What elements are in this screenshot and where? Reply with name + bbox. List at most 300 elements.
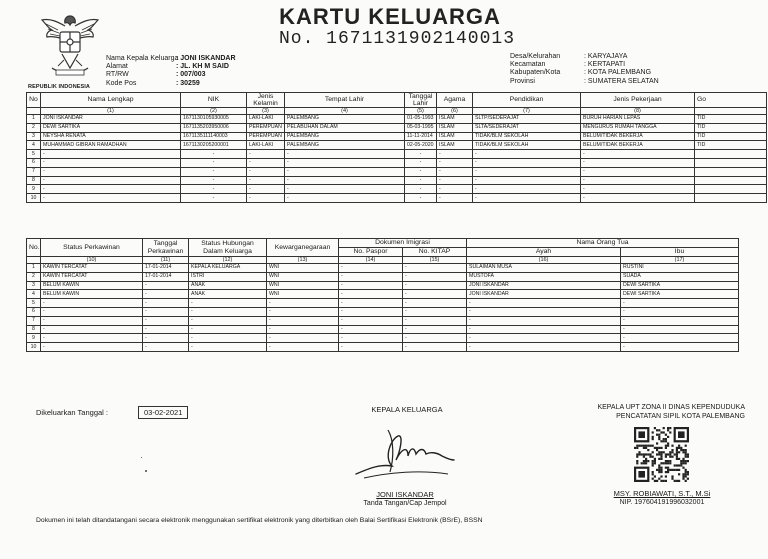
table-cell: - [41, 343, 143, 352]
table-cell: 10 [27, 194, 41, 203]
table-row [27, 272, 739, 281]
table-cell: - [267, 307, 339, 316]
table-cell: - [143, 290, 189, 299]
table-cell: - [247, 158, 285, 167]
table-cell: SUADA [621, 272, 739, 281]
table-cell: - [437, 185, 473, 194]
table-cell: - [403, 334, 467, 343]
column-number [695, 108, 767, 115]
table-row [27, 158, 767, 167]
table-cell: - [403, 272, 467, 281]
column-header: No. KITAP [403, 248, 467, 257]
column-number: (3) [247, 108, 285, 115]
table-cell: SLTP/SEDERAJAT [473, 115, 581, 124]
emblem-caption: REPUBLIK INDONESIA [28, 84, 90, 90]
table-cell: - [143, 299, 189, 308]
table-cell: 6 [27, 158, 41, 167]
table-cell: - [41, 299, 143, 308]
table-cell: - [403, 325, 467, 334]
table-cell: 4 [27, 141, 41, 150]
table-cell [695, 158, 767, 167]
column-number-row [27, 108, 767, 115]
table-cell: - [467, 307, 621, 316]
table-cell: - [285, 194, 405, 203]
column-number: (7) [473, 108, 581, 115]
table-cell: - [285, 185, 405, 194]
table-cell: 1671130105930005 [181, 115, 247, 124]
column-number: (12) [189, 257, 267, 264]
table-cell: PEREMPUAN [247, 132, 285, 141]
table-cell: 1 [27, 264, 41, 273]
household-info-right [510, 53, 659, 86]
table-cell: - [403, 281, 467, 290]
table-cell: - [473, 176, 581, 185]
table-cell: 1671135203950006 [181, 123, 247, 132]
table-cell: - [473, 158, 581, 167]
table-cell: - [267, 343, 339, 352]
table-cell: - [437, 167, 473, 176]
table-cell: - [189, 343, 267, 352]
table-cell: 05-03-1995 [405, 123, 437, 132]
table-cell: 2 [27, 272, 41, 281]
table-cell: - [581, 185, 695, 194]
table-cell: ANAK [189, 290, 267, 299]
household-info-row [106, 55, 236, 63]
table-cell: - [405, 158, 437, 167]
table-cell: DEWI SARTIKA [621, 281, 739, 290]
table-cell: 17-01-2014 [143, 272, 189, 281]
column-number: (4) [285, 108, 405, 115]
table-cell: 8 [27, 176, 41, 185]
table-cell: - [41, 194, 181, 203]
table-cell: - [621, 307, 739, 316]
column-header: Tanggal Perkawinan [143, 239, 189, 257]
document-title: KARTU KELUARGA [279, 4, 501, 29]
table-cell: BURUH HARIAN LEPAS [581, 115, 695, 124]
table-cell: TID [695, 115, 767, 124]
garuda-emblem-icon [38, 10, 102, 80]
table-cell: - [181, 167, 247, 176]
table-row [27, 264, 739, 273]
family-status-table [26, 238, 739, 352]
official-heading-line: KEPALA UPT ZONA II DINAS KEPENDUDUKA [597, 404, 745, 411]
table-cell: - [41, 325, 143, 334]
column-header: Ibu [621, 248, 739, 257]
table-cell: JONI ISKANDAR [467, 290, 621, 299]
table-cell: - [405, 185, 437, 194]
column-header: Status Hubungan Dalam Keluarga [189, 239, 267, 257]
table-cell: 6 [27, 307, 41, 316]
table-cell: - [581, 158, 695, 167]
table-cell: - [339, 299, 403, 308]
column-header: No. [27, 239, 41, 257]
column-number: (5) [405, 108, 437, 115]
info-label: Kecamatan [510, 61, 546, 69]
column-group-header: Nama Orang Tua [467, 239, 739, 248]
table-cell: 2 [27, 123, 41, 132]
table-cell: - [437, 150, 473, 159]
table-row [27, 185, 767, 194]
table-cell: TIDAK/BLM SEKOLAH [473, 141, 581, 150]
table-cell: - [473, 150, 581, 159]
table-row [27, 316, 739, 325]
table-row [27, 115, 767, 124]
table-cell: - [437, 194, 473, 203]
table-cell: - [181, 158, 247, 167]
speck-mark [145, 470, 147, 472]
official-nip: NIP. 197604191996032001 [619, 499, 705, 506]
signature-caption: Tanda Tangan/Cap Jempol [363, 500, 447, 507]
table-cell: WNI [267, 290, 339, 299]
table-cell: 1671135111140003 [181, 132, 247, 141]
info-value: : KARYAJAYA [584, 53, 628, 60]
table-cell: MUSTOFA [467, 272, 621, 281]
table-cell [695, 194, 767, 203]
qr-code-icon [628, 426, 696, 484]
table-cell: PALEMBANG [285, 141, 405, 150]
region-info-row [510, 78, 659, 86]
table-cell: - [473, 185, 581, 194]
info-value: : 007/003 [176, 71, 206, 79]
table-cell: - [285, 150, 405, 159]
table-cell: - [285, 176, 405, 185]
table-cell: 7 [27, 316, 41, 325]
document-number: No. 1671131902140013 [278, 29, 516, 49]
table-cell: - [181, 185, 247, 194]
column-number: (10) [41, 257, 143, 264]
info-value: : SUMATERA SELATAN [584, 77, 659, 85]
table-row [27, 150, 767, 159]
table-cell: SLTA/SEDERAJAT [473, 123, 581, 132]
table-row [27, 299, 739, 308]
column-number: (14) [339, 257, 403, 264]
table-cell: LAKI-LAKI [247, 141, 285, 150]
column-header: Go [695, 93, 767, 108]
table-cell: WNI [267, 272, 339, 281]
region-info-row [510, 53, 659, 61]
table-cell: - [339, 325, 403, 334]
table-cell: - [181, 176, 247, 185]
table-cell: 01-05-1993 [405, 115, 437, 124]
table-cell: BELUM/TIDAK BEKERJA [581, 141, 695, 150]
table-cell: - [403, 343, 467, 352]
table-cell: WNI [267, 281, 339, 290]
table-cell: - [339, 272, 403, 281]
table-cell [695, 185, 767, 194]
family-head-heading: KEPALA KELUARGA [371, 405, 443, 414]
table-cell: - [437, 158, 473, 167]
region-info-row [510, 69, 659, 77]
info-label: Kode Pos [106, 79, 137, 87]
table-cell: KAWIN TERCATAT [41, 264, 143, 273]
table-cell: - [247, 185, 285, 194]
column-header: Tempat Lahir [285, 93, 405, 108]
column-number: (6) [437, 108, 473, 115]
table-cell: - [189, 307, 267, 316]
column-header: Jenis Pekerjaan [581, 93, 695, 108]
table-cell: KAWIN TERCATAT [41, 272, 143, 281]
table-cell: ISLAM [437, 141, 473, 150]
info-label: Alamat [106, 63, 128, 71]
column-number: (13) [267, 257, 339, 264]
table-cell: - [621, 325, 739, 334]
issued-date-value: 03-02-2021 [138, 406, 188, 419]
region-info-row [510, 61, 659, 69]
table-cell: ISLAM [437, 115, 473, 124]
table-cell: PALEMBANG [285, 132, 405, 141]
info-value: : JL. KH M SAID [176, 63, 229, 71]
table-cell: BELUM KAWIN [41, 290, 143, 299]
table-cell: DEWI SARTIKA [621, 290, 739, 299]
table-cell: - [405, 167, 437, 176]
table-cell: - [339, 264, 403, 273]
household-info-row [106, 71, 236, 79]
family-members-table [26, 92, 767, 203]
info-label: RT/RW [106, 71, 129, 79]
table-cell: ISLAM [437, 132, 473, 141]
column-number: (11) [143, 257, 189, 264]
column-header: Kewarganegaraan [267, 239, 339, 257]
table-cell: - [143, 325, 189, 334]
column-header: Status Perkawinan [41, 239, 143, 257]
table-cell: - [339, 334, 403, 343]
table-cell: MUHAMMAD GIBRAN RAMADHAN [41, 141, 181, 150]
table-cell: - [405, 194, 437, 203]
info-label: Desa/Kelurahan [510, 53, 561, 60]
table-cell: - [473, 194, 581, 203]
table-row [27, 123, 767, 132]
table-cell: - [403, 307, 467, 316]
table-cell: - [403, 299, 467, 308]
table-cell: - [247, 167, 285, 176]
table-cell: - [41, 334, 143, 343]
table-cell: 1671130205200001 [181, 141, 247, 150]
table-cell: - [581, 176, 695, 185]
table-cell: - [181, 150, 247, 159]
info-value: : KOTA PALEMBANG [584, 69, 652, 77]
table-cell: JONI ISKANDAR [41, 115, 181, 124]
info-value: : 30259 [176, 79, 200, 87]
table-cell: - [403, 290, 467, 299]
table-cell: 9 [27, 334, 41, 343]
table-cell: TID [695, 123, 767, 132]
table-cell: - [143, 307, 189, 316]
table-cell: ANAK [189, 281, 267, 290]
table-cell: - [405, 176, 437, 185]
table-cell: - [41, 150, 181, 159]
table-cell: - [581, 167, 695, 176]
table-cell: - [339, 316, 403, 325]
table-cell: - [267, 334, 339, 343]
table-cell: - [581, 194, 695, 203]
table-cell: - [189, 334, 267, 343]
table-cell: PALEMBANG [285, 115, 405, 124]
official-name: MSY. ROBIAWATI, S.T., M.Si [613, 489, 711, 498]
column-number [27, 257, 41, 264]
table-row [27, 167, 767, 176]
table-row [27, 307, 739, 316]
table-header-row [27, 93, 767, 108]
table-cell: - [41, 307, 143, 316]
table-cell: 4 [27, 290, 41, 299]
household-info-left [106, 55, 236, 88]
table-cell: - [467, 325, 621, 334]
table-cell: - [473, 167, 581, 176]
column-header: No [27, 93, 41, 108]
table-row [27, 343, 739, 352]
column-header: Tanggal Lahir [405, 93, 437, 108]
handwritten-signature [350, 418, 460, 488]
table-cell: - [267, 316, 339, 325]
table-cell: NEYSHA RENATA [41, 132, 181, 141]
table-row [27, 176, 767, 185]
table-cell: - [267, 325, 339, 334]
column-number: (17) [621, 257, 739, 264]
table-cell: BELUM/TIDAK BEKERJA [581, 132, 695, 141]
table-cell: RUSTINI [621, 264, 739, 273]
table-cell: - [621, 343, 739, 352]
table-cell: 7 [27, 167, 41, 176]
info-label: Provinsi [510, 77, 535, 85]
table-cell: - [143, 334, 189, 343]
table-cell: - [621, 316, 739, 325]
column-header: Pendidikan [473, 93, 581, 108]
table-cell: ISTRI [189, 272, 267, 281]
table-cell: - [189, 299, 267, 308]
table-cell: BELUM KAWIN [41, 281, 143, 290]
table-cell: - [621, 334, 739, 343]
table-cell: - [467, 334, 621, 343]
table-cell: - [247, 150, 285, 159]
table-cell: DEWI SARTIKA [41, 123, 181, 132]
column-number: (16) [467, 257, 621, 264]
electronic-signature-note: Dokumen ini telah ditandatangani secara elektronik menggunakan sertifikat elektronik yang diterbitkan oleh Balai Sertifikasi Elektronik (BSrE), BSSN [36, 517, 483, 524]
table-cell: 9 [27, 185, 41, 194]
table-cell: 1 [27, 115, 41, 124]
table-cell: - [339, 307, 403, 316]
info-value: : KERTAPATI [584, 61, 626, 69]
table-cell: - [621, 299, 739, 308]
column-number-row [27, 257, 739, 264]
info-value: : JONI ISKANDAR [176, 55, 236, 62]
info-label: Kabupaten/Kota [510, 69, 561, 77]
table-row [27, 290, 739, 299]
table-row [27, 132, 767, 141]
table-cell: PELABUHAN DALAM [285, 123, 405, 132]
table-cell: - [41, 316, 143, 325]
table-cell: - [339, 343, 403, 352]
table-cell: - [285, 167, 405, 176]
table-cell: - [403, 316, 467, 325]
table-cell: - [467, 316, 621, 325]
table-cell: - [581, 150, 695, 159]
table-cell [695, 150, 767, 159]
column-header: Nama Lengkap [41, 93, 181, 108]
table-cell: - [403, 264, 467, 273]
table-cell: - [189, 325, 267, 334]
issued-date-label: Dikeluarkan Tanggal : [36, 408, 108, 417]
table-cell [695, 167, 767, 176]
column-number: (15) [403, 257, 467, 264]
column-header: Jenis Kelamin [247, 93, 285, 108]
table-cell: - [41, 158, 181, 167]
table-cell: - [267, 299, 339, 308]
table-cell: JONI ISKANDAR [467, 281, 621, 290]
table-cell: - [467, 299, 621, 308]
table-cell: 5 [27, 150, 41, 159]
column-header: Ayah [467, 248, 621, 257]
table-cell: LAKI-LAKI [247, 115, 285, 124]
table-cell: WNI [267, 264, 339, 273]
table-header-row [27, 239, 739, 248]
table-cell: - [41, 176, 181, 185]
table-cell: 8 [27, 325, 41, 334]
table-cell: TID [695, 132, 767, 141]
column-number: (1) [41, 108, 181, 115]
table-cell: 02-05-2020 [405, 141, 437, 150]
table-cell: 3 [27, 281, 41, 290]
column-header: Agama [437, 93, 473, 108]
official-heading [555, 403, 745, 421]
column-header: NIK [181, 93, 247, 108]
table-row [27, 325, 739, 334]
table-cell: TID [695, 141, 767, 150]
table-cell: - [405, 150, 437, 159]
column-number: (2) [181, 108, 247, 115]
table-cell: - [467, 343, 621, 352]
household-info-row [106, 80, 236, 88]
table-cell: 11-11-2014 [405, 132, 437, 141]
household-info-row [106, 63, 236, 71]
table-cell: - [189, 316, 267, 325]
table-cell: - [181, 194, 247, 203]
table-cell: - [285, 158, 405, 167]
table-row [27, 281, 739, 290]
table-cell: 5 [27, 299, 41, 308]
table-cell: MENGURUS RUMAH TANGGA [581, 123, 695, 132]
table-cell: KEPALA KELUARGA [189, 264, 267, 273]
table-cell: SULAIMAN MUSA [467, 264, 621, 273]
table-cell: - [143, 316, 189, 325]
table-cell: - [339, 281, 403, 290]
table-cell: - [247, 194, 285, 203]
table-cell: 3 [27, 132, 41, 141]
column-number: (8) [581, 108, 695, 115]
table-cell: 17-01-2014 [143, 264, 189, 273]
table-cell: - [41, 185, 181, 194]
official-heading-line: PENCATATAN SIPIL KOTA PALEMBANG [616, 413, 745, 420]
table-cell: - [41, 167, 181, 176]
column-group-header: Dokumen Imigrasi [339, 239, 467, 248]
family-head-name: JONI ISKANDAR [376, 490, 434, 499]
column-number [27, 108, 41, 115]
table-cell: ISLAM [437, 123, 473, 132]
table-cell: - [143, 343, 189, 352]
table-cell: - [437, 176, 473, 185]
table-cell: - [339, 290, 403, 299]
speck-mark [141, 457, 142, 458]
table-cell: TIDAK/BLM SEKOLAH [473, 132, 581, 141]
table-cell: PEREMPUAN [247, 123, 285, 132]
table-row [27, 194, 767, 203]
table-row [27, 334, 739, 343]
table-cell: - [247, 176, 285, 185]
table-cell [695, 176, 767, 185]
table-row [27, 141, 767, 150]
table-cell: - [143, 281, 189, 290]
info-label: Nama Kepala Keluarga [106, 55, 179, 62]
column-header: No. Paspor [339, 248, 403, 257]
